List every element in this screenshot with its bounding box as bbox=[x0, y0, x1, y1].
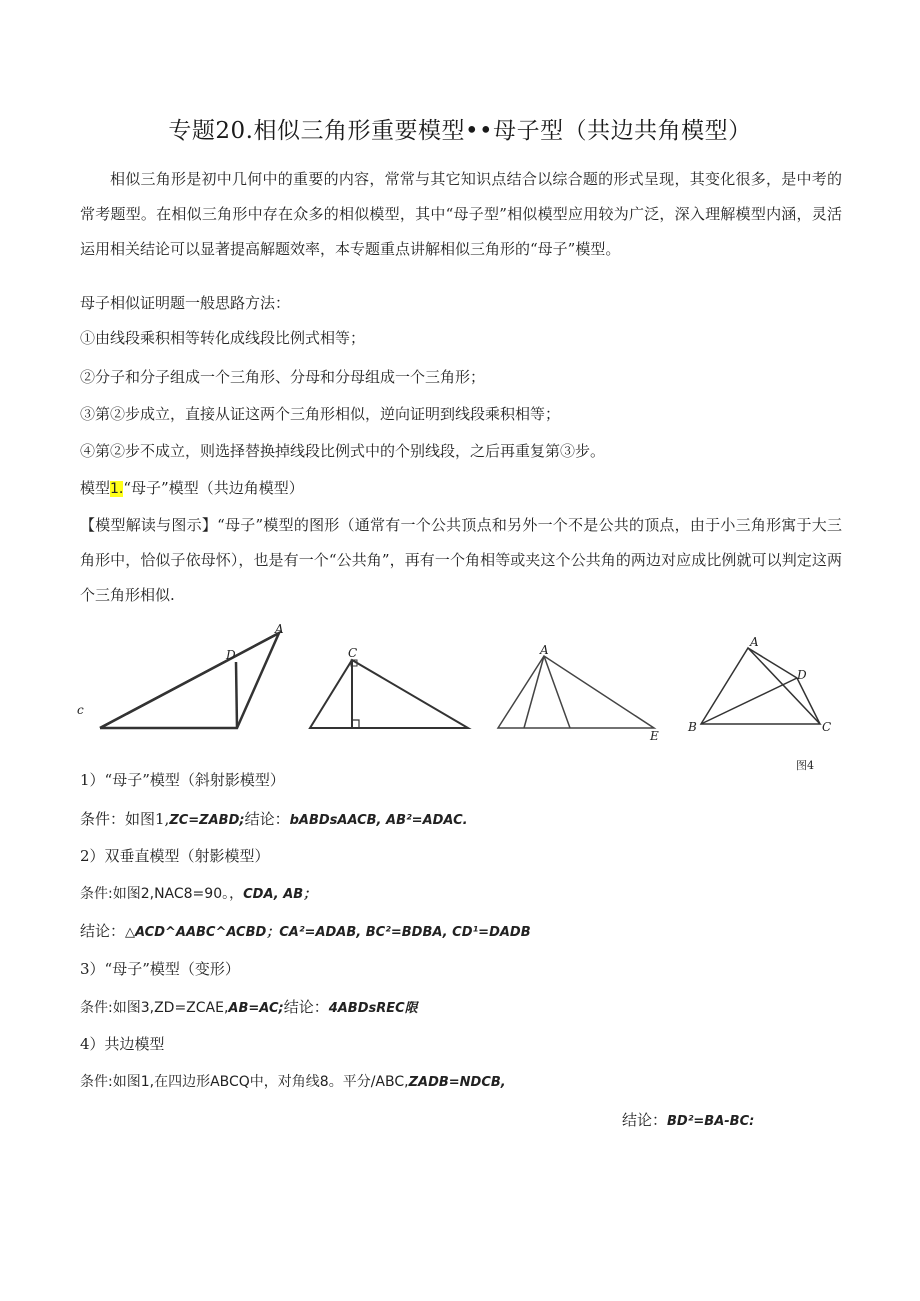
item-3-heading: 3）“母子”模型（变形） bbox=[80, 960, 240, 978]
fig4-caption: 图4 bbox=[796, 759, 814, 772]
item-4-condition: 条件:如图1,在四边形ABCQ中，对角线8。平分/ABC,ZADB=NDCB, bbox=[80, 1074, 506, 1090]
model1-heading bbox=[80, 477, 304, 498]
model1-name: “母子”模型（共边角模型） bbox=[123, 479, 304, 497]
item-4-concl-math: BD²=BA-BC: bbox=[667, 1114, 755, 1129]
item-2-conclusion: 结论：△ACD^AABC^ACBD；CA²=ADAB, BC²=BDBA, CD¹=DADB bbox=[80, 922, 531, 940]
fig3-triangle bbox=[498, 656, 654, 728]
fig3-label-a: A bbox=[540, 644, 549, 657]
fig4-label-a: A bbox=[750, 635, 759, 649]
item-3-cond-math: AB=AC; bbox=[228, 1001, 284, 1016]
method-step-1: ①由线段乘积相等转化成线段比例式相等； bbox=[80, 329, 366, 347]
figure-4 bbox=[684, 630, 844, 772]
fig3-label-e: E bbox=[650, 729, 659, 743]
item-2-concl-math: △ACD^AABC^ACBD；CA²=ADAB, BC²=BDBA, CD¹=DADB bbox=[125, 925, 531, 940]
fig1-label-c: c bbox=[77, 703, 84, 717]
item-4-conclusion: 结论：BD²=BA-BC: bbox=[622, 1111, 755, 1129]
fig4-label-b: B bbox=[688, 720, 697, 734]
fig4-triangle bbox=[701, 648, 820, 724]
fig2-right-angle-mark bbox=[352, 720, 359, 728]
fig1-label-a: A bbox=[275, 622, 284, 636]
method-step-4: ④第②步不成立，则选择替换掉线段比例式中的个别线段，之后再重复第③步。 bbox=[80, 442, 606, 460]
item-1-condition: 条件：如图1,ZC=ZABD;结论：bABDsAACB, AB²=ADAC. bbox=[80, 810, 468, 828]
method-heading: 母子相似证明题一般思路方法： bbox=[80, 294, 291, 312]
item-4-cond-math: ZADB=NDCB, bbox=[408, 1075, 506, 1090]
item-1-heading: 1）“母子”模型（斜射影模型） bbox=[80, 771, 285, 789]
page-title: 专题20.相似三角形重要模型••母子型（共边共角模型） bbox=[168, 118, 752, 144]
item-1-conclusion: bABDsAACB, AB²=ADAC. bbox=[289, 813, 468, 828]
item-4-heading: 4）共边模型 bbox=[80, 1035, 165, 1053]
fig4-label-d: D bbox=[797, 668, 807, 682]
intro-paragraph: 相似三角形是初中几何中的重要的内容，常常与其它知识点结合以综合题的形式呈现，其变化很多，是中考的常考题型。在相似三角形中存在众多的相似模型，其中“母子型”相似模型应用较为广泛，深入理解模型内涵，灵活运用相关结论可以显著提高解题效率，本专题重点讲解相似三角形的“母子”模型。 bbox=[80, 170, 842, 258]
method-step-3: ③第②步成立，直接从证这两个三角形相似，逆向证明到线段乘积相等； bbox=[80, 405, 561, 423]
fig4-label-c: C bbox=[822, 720, 832, 734]
model1-description: 【模型解读与图示】“母子”模型的图形（通常有一个公共顶点和另外一个不是公共的顶点，由于小三角形寓于大三角形中，恰似子依母怀），也是有一个“公共角”，再有一个角相等或夹这个公共角的两边对应成比例就可以判定这两个三角形相似. bbox=[80, 516, 842, 604]
figure-3 bbox=[494, 644, 674, 744]
item-2-condition: 条件:如图2,NAC8=90。，CDA, AB； bbox=[80, 886, 317, 902]
fig1-label-d: D bbox=[226, 648, 236, 662]
item-3-condition: 条件:如图3,ZD=ZCAE,AB=AC;结论：4ABDsREC限 bbox=[80, 998, 418, 1016]
model1-number: 1. bbox=[110, 481, 124, 497]
item-1-cond-math: ZC=ZABD; bbox=[169, 813, 245, 828]
figure-2 bbox=[306, 640, 476, 735]
fig2-triangle bbox=[310, 660, 468, 728]
method-step-2: ②分子和分子组成一个三角形、分母和分母组成一个三角形； bbox=[80, 368, 486, 386]
fig2-label-c: C bbox=[348, 646, 358, 660]
item-2-cond-math: CDA, AB； bbox=[243, 887, 317, 902]
item-3-conclusion: 4ABDsREC限 bbox=[328, 1001, 418, 1016]
figure-1 bbox=[76, 622, 286, 742]
model1-prefix: 模型 bbox=[80, 479, 111, 497]
fig1-altitude bbox=[236, 662, 237, 728]
item-2-heading: 2）双垂直模型（射影模型） bbox=[80, 847, 270, 865]
